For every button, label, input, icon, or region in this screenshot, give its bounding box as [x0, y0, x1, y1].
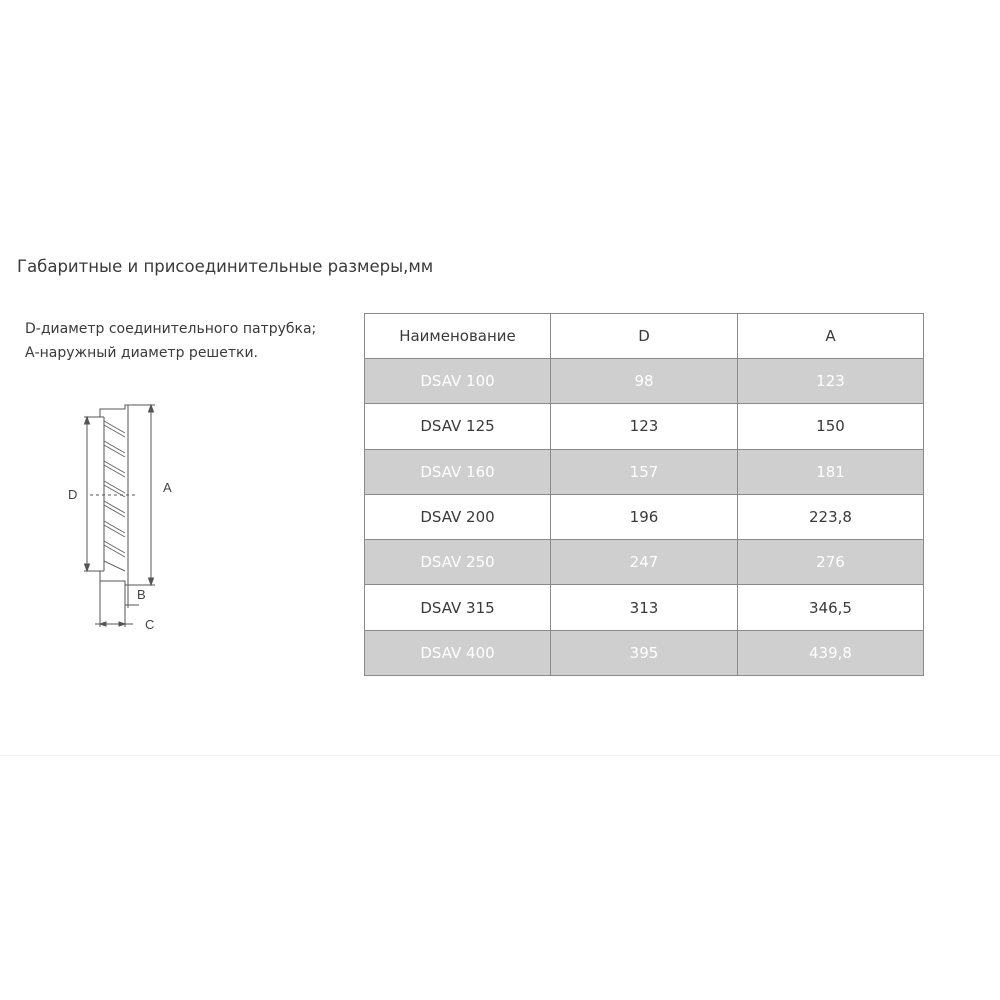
cell-name: DSAV 250 [365, 540, 551, 585]
table-row [365, 494, 924, 539]
dimensions-table [364, 313, 924, 676]
cell-d: 123 [551, 404, 738, 449]
cell-a: 346,5 [738, 585, 924, 630]
cell-d: 395 [551, 630, 738, 675]
cell-a: 223,8 [738, 494, 924, 539]
table-row [365, 449, 924, 494]
legend-line-d: D-диаметр соединительного патрубка; [25, 321, 317, 337]
dimension-legend [25, 317, 316, 365]
cell-d: 157 [551, 449, 738, 494]
louver-slats [104, 421, 125, 571]
section-divider [0, 755, 1000, 756]
cell-name: DSAV 125 [365, 404, 551, 449]
header-d: D [551, 314, 738, 359]
table-row [365, 585, 924, 630]
table-row [365, 359, 924, 404]
label-d: D [68, 487, 78, 502]
table-row [365, 630, 924, 675]
table-row [365, 404, 924, 449]
cell-a: 439,8 [738, 630, 924, 675]
legend-line-a: А-наружный диаметр решетки. [25, 345, 259, 361]
page-title: Габаритные и присоединительные размеры,мм [17, 257, 434, 276]
label-c: C [145, 617, 155, 632]
cell-name: DSAV 100 [365, 359, 551, 404]
header-name: Наименование [365, 314, 551, 359]
label-a: A [163, 480, 172, 495]
header-a: A [738, 314, 924, 359]
cell-a: 181 [738, 449, 924, 494]
cell-name: DSAV 200 [365, 494, 551, 539]
cell-name: DSAV 160 [365, 449, 551, 494]
cell-name: DSAV 400 [365, 630, 551, 675]
cell-d: 98 [551, 359, 738, 404]
cell-a: 150 [738, 404, 924, 449]
cell-d: 247 [551, 540, 738, 585]
cell-name: DSAV 315 [365, 585, 551, 630]
cell-d: 313 [551, 585, 738, 630]
table-header-row [365, 314, 924, 359]
cell-d: 196 [551, 494, 738, 539]
cell-a: 123 [738, 359, 924, 404]
cell-a: 276 [738, 540, 924, 585]
table-row [365, 540, 924, 585]
grille-dimension-drawing [55, 395, 175, 635]
label-b: B [137, 587, 146, 602]
